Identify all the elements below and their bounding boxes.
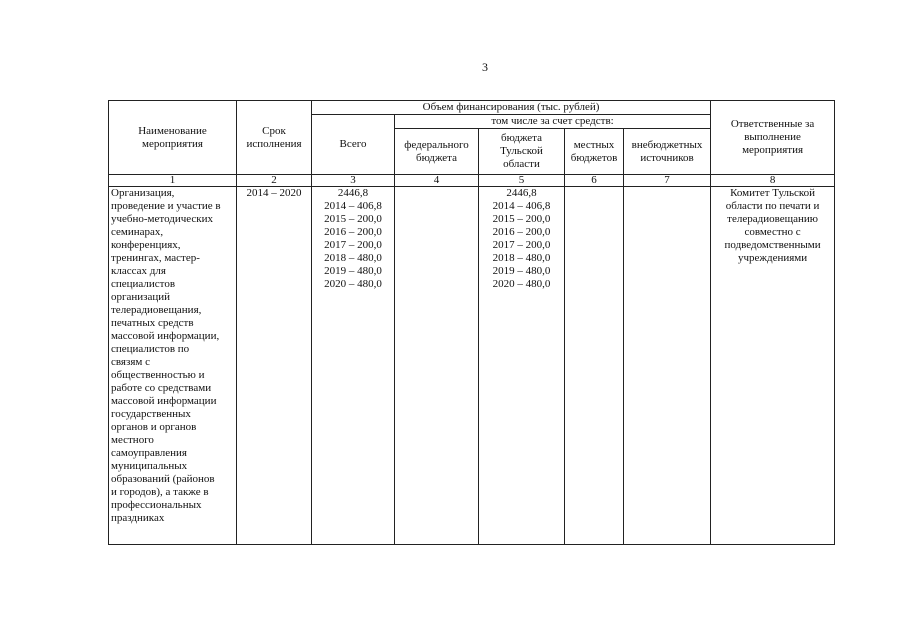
activity-name-line: проведение и участие в bbox=[111, 200, 221, 212]
header-local: местных бюджетов bbox=[565, 129, 624, 175]
activity-name-line: органов и органов bbox=[111, 421, 197, 433]
header-responsible: Ответственные за выполнение мероприятия bbox=[711, 101, 835, 175]
header-federal: федерального бюджета bbox=[395, 129, 479, 175]
activity-name-line: тренингах, мастер- bbox=[111, 252, 200, 264]
total-value: 2016 – 200,0 bbox=[324, 226, 382, 238]
federal-cell bbox=[395, 187, 479, 545]
header-regional: бюджета Тульской области bbox=[479, 129, 565, 175]
activity-name-line: телерадиовещания, bbox=[111, 304, 202, 316]
activity-name-line: Организация, bbox=[111, 187, 175, 199]
col-number: 2 bbox=[237, 175, 312, 187]
header-extrabudget: внебюджетных источников bbox=[624, 129, 711, 175]
activity-name-line: государственных bbox=[111, 408, 191, 420]
regional-value: 2446,8 bbox=[506, 187, 537, 199]
activity-name-line: классах для bbox=[111, 265, 166, 277]
total-value: 2017 – 200,0 bbox=[324, 239, 382, 251]
activity-name-line: учебно-методических bbox=[111, 213, 214, 225]
activity-name-line: праздниках bbox=[111, 512, 165, 524]
activity-name-line: самоуправления bbox=[111, 447, 187, 459]
activity-name-line: местного bbox=[111, 434, 154, 446]
activity-name-line: печатных средств bbox=[111, 317, 194, 329]
activity-name bbox=[109, 187, 237, 545]
header-name: Наименование мероприятия bbox=[109, 101, 237, 175]
activity-name-line: образований (районов bbox=[111, 473, 215, 485]
total-value: 2015 – 200,0 bbox=[324, 213, 382, 225]
regional-value: 2014 – 406,8 bbox=[492, 200, 551, 212]
col-number: 8 bbox=[711, 175, 835, 187]
regional-cell bbox=[479, 187, 565, 545]
regional-value: 2017 – 200,0 bbox=[492, 239, 551, 251]
total-value: 2020 – 480,0 bbox=[324, 278, 382, 290]
total-value: 2019 – 480,0 bbox=[324, 265, 382, 277]
activity-name-line: конференциях, bbox=[111, 239, 181, 251]
activity-name-line: профессиональных bbox=[111, 499, 202, 511]
col-number: 4 bbox=[395, 175, 479, 187]
page-number: 3 bbox=[482, 60, 488, 74]
col-number: 5 bbox=[479, 175, 565, 187]
activity-name-line: общественностью и bbox=[111, 369, 205, 381]
extrabudget-cell bbox=[624, 187, 711, 545]
activity-name-line: массовой информации, bbox=[111, 330, 220, 342]
regional-value: 2019 – 480,0 bbox=[492, 265, 551, 277]
activity-name-line: специалистов bbox=[111, 278, 176, 290]
regional-value: 2016 – 200,0 bbox=[492, 226, 551, 238]
local-cell bbox=[565, 187, 624, 545]
activity-name-line: муниципальных bbox=[111, 460, 188, 472]
activity-name-line: работе со средствами bbox=[111, 382, 212, 394]
responsible-cell: Комитет Тульской области по печати и телерадиовещанию совместно с подведомственными учреждениями bbox=[711, 187, 835, 545]
financing-table bbox=[108, 100, 835, 545]
term-cell: 2014 – 2020 bbox=[237, 187, 312, 545]
activity-name-line: массовой информации bbox=[111, 395, 217, 407]
activity-name-line: специалистов по bbox=[111, 343, 190, 355]
activity-name-line: организаций bbox=[111, 291, 171, 303]
header-volume: Объем финансирования (тыс. рублей) bbox=[312, 101, 711, 115]
total-value: 2018 – 480,0 bbox=[324, 252, 382, 264]
header-term: Срок исполнения bbox=[237, 101, 312, 175]
col-number: 3 bbox=[312, 175, 395, 187]
total-value: 2446,8 bbox=[337, 187, 369, 199]
activity-name-line: и городов), а также в bbox=[111, 486, 209, 498]
header-including: том числе за счет средств: bbox=[395, 115, 711, 129]
header-total: Всего bbox=[312, 115, 395, 175]
total-cell bbox=[312, 187, 395, 545]
activity-name-line: связям с bbox=[111, 356, 150, 368]
regional-value: 2015 – 200,0 bbox=[492, 213, 551, 225]
col-number: 6 bbox=[565, 175, 624, 187]
activity-name-line: семинарах, bbox=[111, 226, 164, 238]
regional-value: 2018 – 480,0 bbox=[492, 252, 551, 264]
regional-value: 2020 – 480,0 bbox=[492, 278, 551, 290]
col-number: 7 bbox=[624, 175, 711, 187]
col-number: 1 bbox=[109, 175, 237, 187]
total-value: 2014 – 406,8 bbox=[324, 200, 382, 212]
